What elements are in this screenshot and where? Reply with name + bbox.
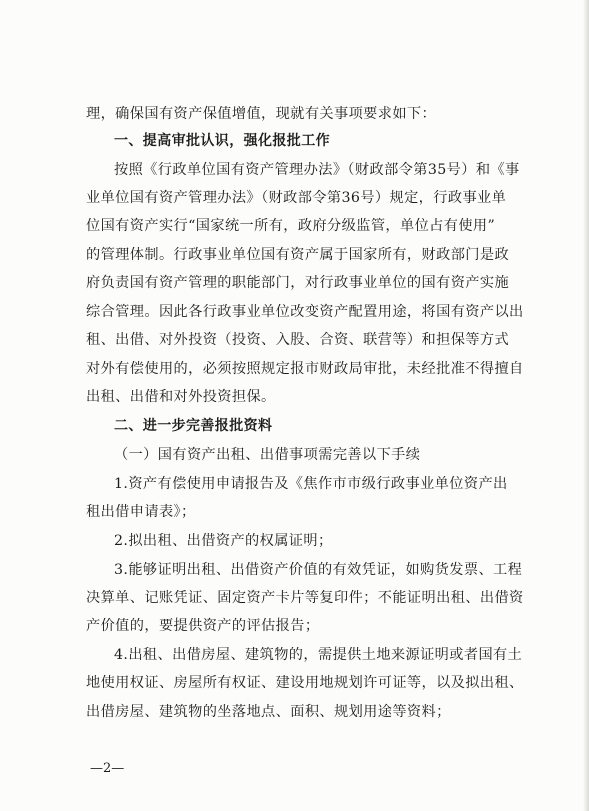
text-line: 业单位国有资产管理办法》（财政部令第36号）规定，行政事业单 bbox=[86, 190, 507, 206]
text-line: 租出借申请表》； bbox=[86, 504, 196, 520]
section-heading-1: 一、提高审批认识，强化报批工作 bbox=[114, 133, 330, 149]
text-line: 府负责国有资产管理的职能部门，对行政事业单位的国有资产实施 bbox=[86, 275, 510, 291]
list-item-4: 4.出租、出借房屋、建筑物的，需提供土地来源证明或者国有土 bbox=[114, 647, 523, 663]
page-number: —2— bbox=[90, 761, 125, 776]
text-line: 地使用权证、房屋所有权证、建设用地规划许可证等，以及拟出租、 bbox=[86, 675, 524, 691]
text-line: 决算单、记账凭证、固定资产卡片等复印件；不能证明出租、出借资 bbox=[86, 590, 524, 606]
text-line: 理，确保国有资产保值增值，现就有关事项要求如下： bbox=[86, 106, 437, 122]
text-line: 位国有资产实行“国家统一所有，政府分级监管，单位占有使用” bbox=[86, 218, 496, 234]
subsection-heading: （一）国有资产出租、出借事项需完善以下手续 bbox=[114, 447, 421, 463]
text-line: 综合管理。因此各行政事业单位改变资产配置用途，将国有资产以出 bbox=[86, 304, 524, 320]
page-edge-shadow bbox=[583, 0, 589, 811]
text-line: 对外有偿使用的，必须按照规定报市财政局审批，未经批准不得擅自 bbox=[86, 361, 524, 377]
list-item-3: 3.能够证明出租、出借资产价值的有效凭证，如购货发票、工程 bbox=[114, 562, 523, 578]
text-line: 租、出借、对外投资（投资、入股、合资、联营等）和担保等方式 bbox=[86, 332, 510, 348]
section-heading-2: 二、进一步完善报批资料 bbox=[114, 418, 273, 434]
text-line: 出租、出借和对外投资担保。 bbox=[86, 389, 276, 405]
text-line: 按照《行政单位国有资产管理办法》（财政部令第35号）和《事 bbox=[114, 162, 520, 178]
text-line: 出借房屋、建筑物的坐落地点、面积、规划用途等资料； bbox=[86, 704, 451, 720]
list-item-1: 1.资产有偿使用申请报告及《焦作市市级行政事业单位资产出 bbox=[114, 476, 508, 492]
list-item-2: 2.拟出租、出借资产的权属证明； bbox=[114, 533, 333, 549]
text-line: 产价值的，要提供资产的评估报告； bbox=[86, 618, 320, 634]
text-line: 的管理体制。行政事业单位国有资产属于国家所有，财政部门是政 bbox=[86, 247, 510, 263]
